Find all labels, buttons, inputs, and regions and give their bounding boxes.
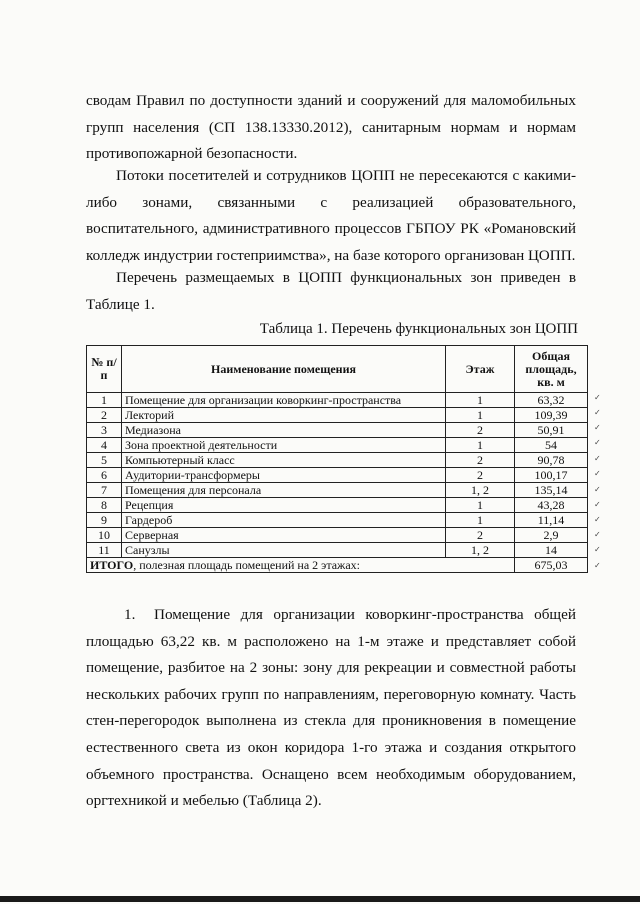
- row-num: 9: [87, 513, 122, 528]
- check-mark-icon: ✓: [594, 561, 601, 570]
- row-area: 135,14: [515, 483, 588, 498]
- check-mark-icon: ✓: [594, 530, 601, 539]
- check-mark-icon: ✓: [594, 393, 601, 402]
- row-num: 8: [87, 498, 122, 513]
- row-num: 5: [87, 453, 122, 468]
- check-mark-icon: ✓: [594, 423, 601, 432]
- table-row: [87, 393, 588, 408]
- functional-zones-table: [86, 345, 588, 573]
- row-name: Гардероб: [122, 513, 446, 528]
- check-mark-icon: ✓: [594, 485, 601, 494]
- table-row: [87, 528, 588, 543]
- row-floor: 2: [446, 453, 515, 468]
- row-num: 10: [87, 528, 122, 543]
- table-header-row: [87, 346, 588, 393]
- row-floor: 1: [446, 513, 515, 528]
- table-row: [87, 498, 588, 513]
- total-label-bold: ИТОГО: [90, 557, 134, 572]
- row-area: 2,9: [515, 528, 588, 543]
- table-caption: Таблица 1. Перечень функциональных зон ЦОПП: [259, 321, 578, 337]
- row-area: 43,28: [515, 498, 588, 513]
- row-num: 3: [87, 423, 122, 438]
- row-area: 14: [515, 543, 588, 558]
- check-mark-icon: ✓: [594, 515, 601, 524]
- list-number: 1.: [124, 606, 136, 623]
- check-mark-icon: ✓: [594, 454, 601, 463]
- table-row: [87, 408, 588, 423]
- check-mark-icon: ✓: [594, 469, 601, 478]
- table-row: [87, 483, 588, 498]
- row-area: 100,17: [515, 468, 588, 483]
- row-name: Аудитории-трансформеры: [122, 468, 446, 483]
- paragraph-coworking-description: [86, 602, 576, 815]
- row-name: Компьютерный класс: [122, 453, 446, 468]
- check-mark-icon: ✓: [594, 545, 601, 554]
- row-name: Санузлы: [122, 543, 446, 558]
- row-floor: 2: [446, 468, 515, 483]
- table-row: [87, 513, 588, 528]
- row-area: 109,39: [515, 408, 588, 423]
- header-floor: Этаж: [446, 346, 515, 393]
- row-num: 7: [87, 483, 122, 498]
- row-floor: 1: [446, 438, 515, 453]
- table-row: [87, 453, 588, 468]
- row-floor: 1: [446, 408, 515, 423]
- row-name: Серверная: [122, 528, 446, 543]
- table-row: [87, 468, 588, 483]
- total-area: 675,03: [515, 558, 588, 573]
- paragraph-visitor-flows: Потоки посетителей и сотрудников ЦОПП не пересекаются с какими-либо зонами, связанными с реализацией образовательного, воспитательного, административного процессов ГБПОУ РК «Романовский колледж индустрии гостеприимства», на базе которого организован ЦОПП.: [86, 167, 576, 264]
- row-name: Помещение для организации коворкинг-пространства: [122, 393, 446, 408]
- table-row: [87, 423, 588, 438]
- row-num: 11: [87, 543, 122, 558]
- row-floor: 2: [446, 528, 515, 543]
- table-row: [87, 438, 588, 453]
- row-name: Рецепция: [122, 498, 446, 513]
- row-floor: 1: [446, 393, 515, 408]
- row-num: 2: [87, 408, 122, 423]
- row-area: 63,32: [515, 393, 588, 408]
- check-mark-icon: ✓: [594, 408, 601, 417]
- scan-bottom-edge: [0, 896, 640, 902]
- row-area: 11,14: [515, 513, 588, 528]
- table-total-row: [87, 558, 588, 573]
- row-num: 4: [87, 438, 122, 453]
- row-name: Зона проектной деятельности: [122, 438, 446, 453]
- row-floor: 1, 2: [446, 483, 515, 498]
- total-label-rest: , полезная площадь помещений на 2 этажах:: [133, 557, 360, 572]
- row-area: 90,78: [515, 453, 588, 468]
- row-name: Медиазона: [122, 423, 446, 438]
- check-mark-icon: ✓: [594, 438, 601, 447]
- row-floor: 1: [446, 498, 515, 513]
- paragraph-coworking-text: Помещение для организации коворкинг-пространства общей площадью 63,22 кв. м расположено на 1-м этаже и представляет собой помещение, разбитое на 2 зоны: зону для рекреации и совместной работы нескольких рабочих групп по направлениям, переговорную комнату. Часть стен-перегородок выполнена из стекла для проникновения в помещение естественного света из окон коридора 1-го этажа и создания открытого объемного пространства. Оснащено всем необходимым оборудованием, оргтехникой и мебелью (Таблица 2).: [86, 606, 576, 810]
- row-name: Лекторий: [122, 408, 446, 423]
- row-name: Помещения для персонала: [122, 483, 446, 498]
- paragraph-zones-list-intro: Перечень размещаемых в ЦОПП функциональных зон приведен в Таблице 1.: [86, 269, 576, 313]
- check-mark-icon: ✓: [594, 500, 601, 509]
- row-num: 1: [87, 393, 122, 408]
- header-name: Наименование помещения: [122, 346, 446, 393]
- row-area: 54: [515, 438, 588, 453]
- row-floor: 2: [446, 423, 515, 438]
- row-area: 50,91: [515, 423, 588, 438]
- paragraph-sp-norms: сводам Правил по доступности зданий и сооружений для маломобильных групп населения (СП 138.13330.2012), санитарным нормам и нормам противопожарной безопасности.: [86, 92, 576, 163]
- row-floor: 1, 2: [446, 543, 515, 558]
- header-num: № п/п: [87, 346, 122, 393]
- total-label: [87, 558, 515, 573]
- header-area: Общая площадь, кв. м: [515, 346, 588, 393]
- table-row: [87, 543, 588, 558]
- row-num: 6: [87, 468, 122, 483]
